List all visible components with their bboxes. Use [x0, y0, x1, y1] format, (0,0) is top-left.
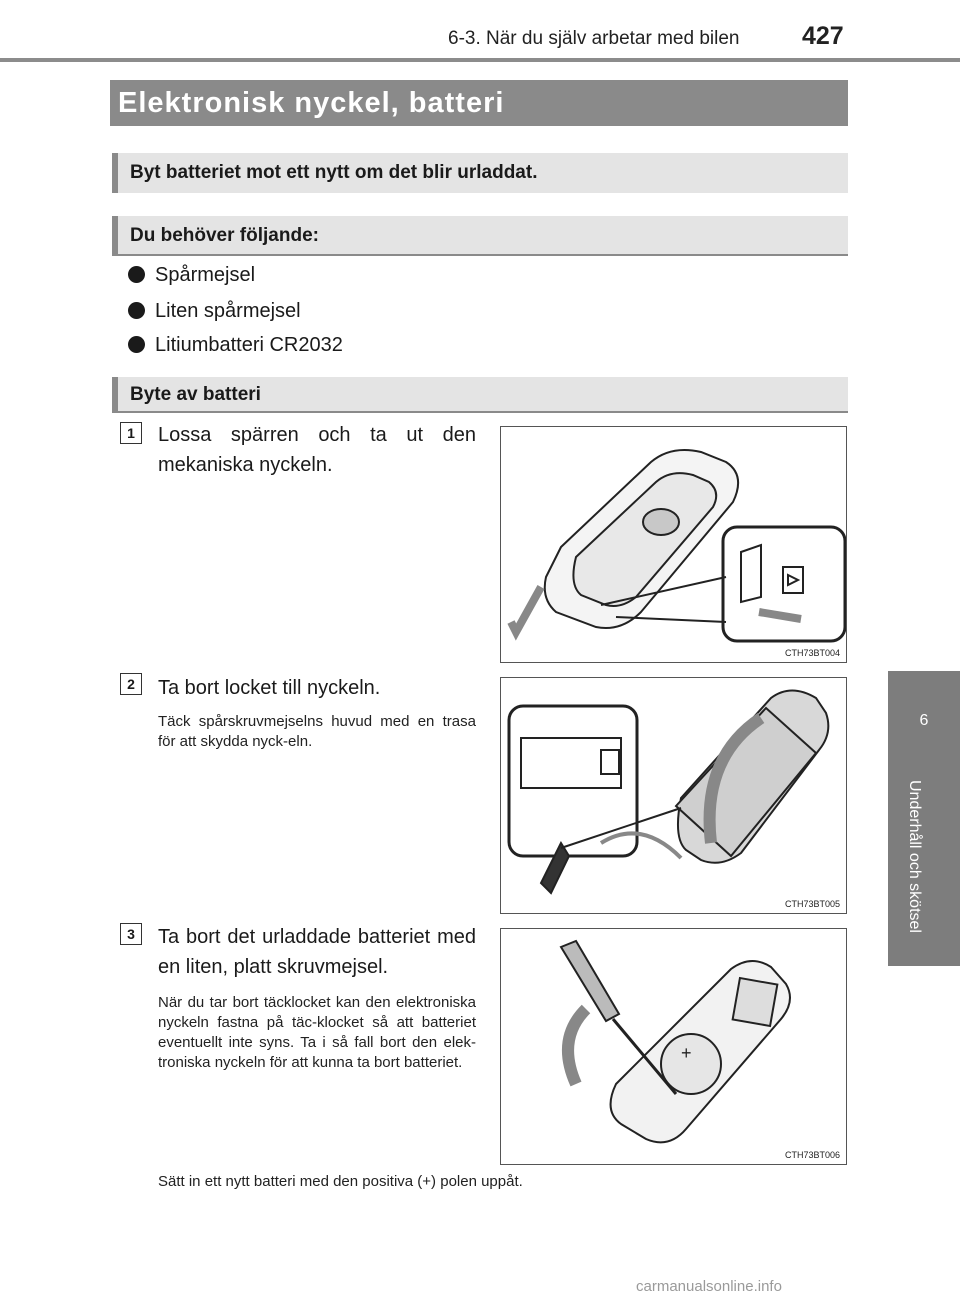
svg-text:+: + [681, 1043, 692, 1063]
battery-illustration [501, 929, 847, 1165]
step-number: 2 [120, 673, 142, 695]
step-number: 3 [120, 923, 142, 945]
replace-heading: Byte av batteri [112, 377, 848, 413]
bullet-icon [128, 302, 145, 319]
figure-remove-mechanical-key [500, 426, 847, 663]
key-cover-illustration [501, 678, 847, 914]
bullet-icon [128, 336, 145, 353]
needed-heading: Du behöver följande: [112, 216, 848, 256]
step-note: Täck spårskruvmejselns huvud med en trasa för att skydda nyck-eln. [158, 713, 476, 750]
step-note: När du tar bort täcklocket kan den elektroniska nyckeln fastna på täc-klocket så att batteriet eventuellt inte syns. Ta i så fall bort den elek-troniska nyckeln för att kunna ta bort batteriet. [158, 994, 476, 1071]
chapter-number: 6 [919, 712, 929, 729]
page-title: Elektronisk nyckel, batteri [118, 87, 505, 119]
step-text: Ta bort locket till nyckeln. [158, 677, 381, 699]
figure-remove-battery [500, 928, 847, 1165]
step-text: Lossa spärren och ta ut den mekaniska nyckeln. [158, 424, 476, 476]
step-number: 1 [120, 422, 142, 444]
page-number: 427 [802, 22, 844, 50]
figure-remove-cover [500, 677, 847, 914]
list-item: Spårmejsel [128, 264, 255, 287]
bullet-icon [128, 266, 145, 283]
figure-code: CTH73BT006 [784, 1150, 840, 1160]
figure-code: CTH73BT004 [784, 648, 840, 658]
running-header: 6-3. När du själv arbetar med bilen [448, 28, 740, 49]
final-note: Sätt in ett nytt batteri med den positiva (+) polen uppåt. [158, 1173, 523, 1190]
chapter-title: Underhåll och skötsel [906, 780, 923, 933]
list-item: Litiumbatteri CR2032 [128, 334, 343, 357]
header-rule [0, 58, 960, 62]
watermark: carmanualsonline.info [636, 1278, 782, 1295]
step-text: Ta bort det urladdade batteriet med en liten, platt skruvmejsel. [158, 926, 476, 978]
intro-bar: Byt batteriet mot ett nytt om det blir urladdat. [112, 153, 848, 193]
list-item: Liten spårmejsel [128, 300, 301, 323]
key-fob-illustration [501, 427, 847, 663]
figure-code: CTH73BT005 [784, 899, 840, 909]
